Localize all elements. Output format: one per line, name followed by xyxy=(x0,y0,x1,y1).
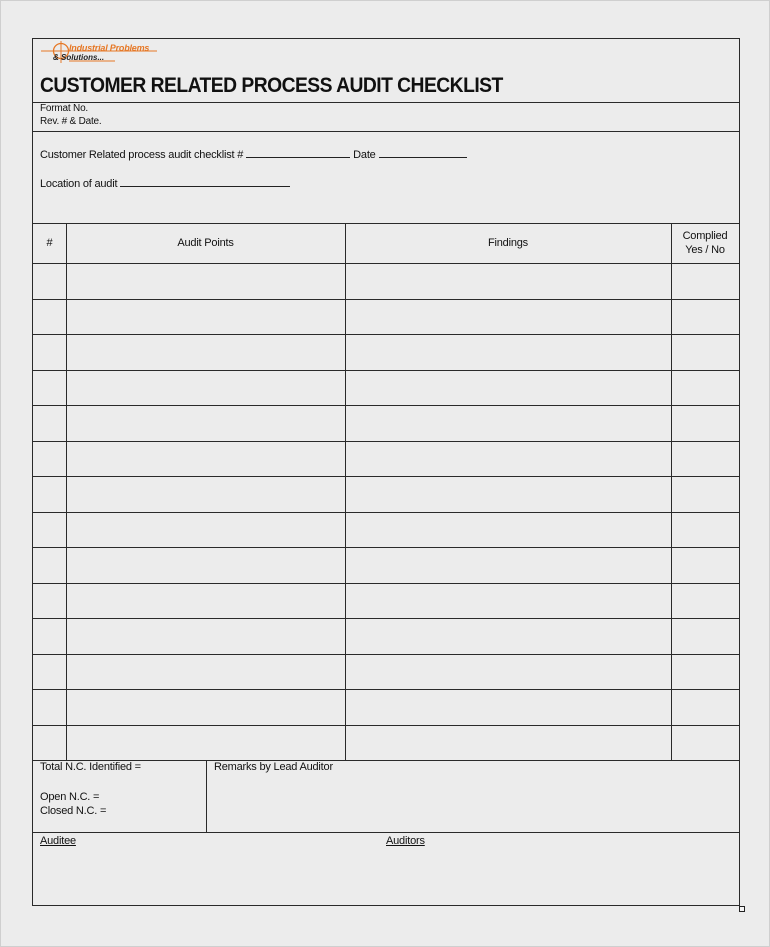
number-cell[interactable] xyxy=(33,618,66,654)
number-cell[interactable] xyxy=(33,689,66,725)
finding-cell[interactable] xyxy=(345,334,671,370)
rev-date-label: Rev. # & Date. xyxy=(40,116,102,127)
complied-cell[interactable] xyxy=(671,689,739,725)
audit-point-cell[interactable] xyxy=(66,263,345,299)
finding-cell[interactable] xyxy=(345,476,671,512)
number-cell[interactable] xyxy=(33,512,66,548)
complied-cell[interactable] xyxy=(671,476,739,512)
column-header-audit-points: Audit Points xyxy=(177,237,234,249)
finding-cell[interactable] xyxy=(345,618,671,654)
finding-cell[interactable] xyxy=(345,512,671,548)
complied-cell[interactable] xyxy=(671,725,739,761)
date-blank[interactable] xyxy=(379,147,467,158)
audit-point-cell[interactable] xyxy=(66,618,345,654)
checklist-number-label: Customer Related process audit checklist # xyxy=(40,149,244,161)
closed-nc-label: Closed N.C. = xyxy=(40,805,107,817)
complied-cell[interactable] xyxy=(671,547,739,583)
audit-point-cell[interactable] xyxy=(66,512,345,548)
number-cell[interactable] xyxy=(33,405,66,441)
number-cell[interactable] xyxy=(33,654,66,690)
location-blank[interactable] xyxy=(120,176,290,187)
divider xyxy=(33,102,739,103)
finding-cell[interactable] xyxy=(345,547,671,583)
auditors-label: Auditors xyxy=(386,835,425,847)
summary-divider xyxy=(206,760,207,832)
finding-cell[interactable] xyxy=(345,299,671,335)
complied-cell[interactable] xyxy=(671,583,739,619)
finding-cell[interactable] xyxy=(345,370,671,406)
logo-text-line2: & Solutions... xyxy=(53,53,105,62)
logo-text-line1: Industrial Problems xyxy=(69,43,150,53)
complied-cell[interactable] xyxy=(671,618,739,654)
remarks-label: Remarks by Lead Auditor xyxy=(214,761,333,773)
format-no-label: Format No. xyxy=(40,103,89,114)
summary-section xyxy=(33,760,739,905)
audit-point-cell[interactable] xyxy=(66,441,345,477)
audit-checklist-form xyxy=(32,38,740,906)
location-label: Location of audit xyxy=(40,178,118,190)
audit-point-cell[interactable] xyxy=(66,689,345,725)
company-logo xyxy=(39,41,169,67)
divider xyxy=(33,832,739,833)
number-cell[interactable] xyxy=(33,725,66,761)
complied-cell[interactable] xyxy=(671,654,739,690)
location-field xyxy=(40,176,293,190)
number-cell[interactable] xyxy=(33,370,66,406)
complied-label: Complied xyxy=(682,230,728,242)
complied-cell[interactable] xyxy=(671,512,739,548)
finding-cell[interactable] xyxy=(345,689,671,725)
finding-cell[interactable] xyxy=(345,725,671,761)
finding-cell[interactable] xyxy=(345,405,671,441)
document-title: CUSTOMER RELATED PROCESS AUDIT CHECKLIST xyxy=(40,74,503,97)
finding-cell[interactable] xyxy=(345,583,671,619)
audit-point-cell[interactable] xyxy=(66,334,345,370)
audit-point-cell[interactable] xyxy=(66,476,345,512)
audit-point-cell[interactable] xyxy=(66,370,345,406)
audit-point-cell[interactable] xyxy=(66,725,345,761)
complied-cell[interactable] xyxy=(671,370,739,406)
complied-cell[interactable] xyxy=(671,299,739,335)
resize-handle[interactable] xyxy=(739,906,745,912)
complied-cell[interactable] xyxy=(671,441,739,477)
total-nc-label: Total N.C. Identified = xyxy=(40,761,141,773)
complied-cell[interactable] xyxy=(671,263,739,299)
date-label: Date xyxy=(353,149,376,161)
open-nc-label: Open N.C. = xyxy=(40,791,100,803)
divider xyxy=(33,131,739,132)
number-cell[interactable] xyxy=(33,334,66,370)
complied-cell[interactable] xyxy=(671,405,739,441)
number-cell[interactable] xyxy=(33,263,66,299)
number-cell[interactable] xyxy=(33,476,66,512)
column-header-number: # xyxy=(46,237,53,249)
finding-cell[interactable] xyxy=(345,441,671,477)
number-cell[interactable] xyxy=(33,547,66,583)
number-cell[interactable] xyxy=(33,441,66,477)
audit-table xyxy=(33,223,739,760)
finding-cell[interactable] xyxy=(345,263,671,299)
audit-point-cell[interactable] xyxy=(66,583,345,619)
auditee-label: Auditee xyxy=(40,835,76,847)
finding-cell[interactable] xyxy=(345,654,671,690)
yes-no-label: Yes / No xyxy=(685,244,725,256)
checklist-number-field xyxy=(40,147,470,161)
audit-point-cell[interactable] xyxy=(66,405,345,441)
column-header-complied xyxy=(671,223,739,263)
checklist-number-blank[interactable] xyxy=(246,147,350,158)
complied-cell[interactable] xyxy=(671,334,739,370)
number-cell[interactable] xyxy=(33,299,66,335)
audit-point-cell[interactable] xyxy=(66,299,345,335)
audit-point-cell[interactable] xyxy=(66,654,345,690)
audit-point-cell[interactable] xyxy=(66,547,345,583)
number-cell[interactable] xyxy=(33,583,66,619)
column-header-findings: Findings xyxy=(488,237,528,249)
